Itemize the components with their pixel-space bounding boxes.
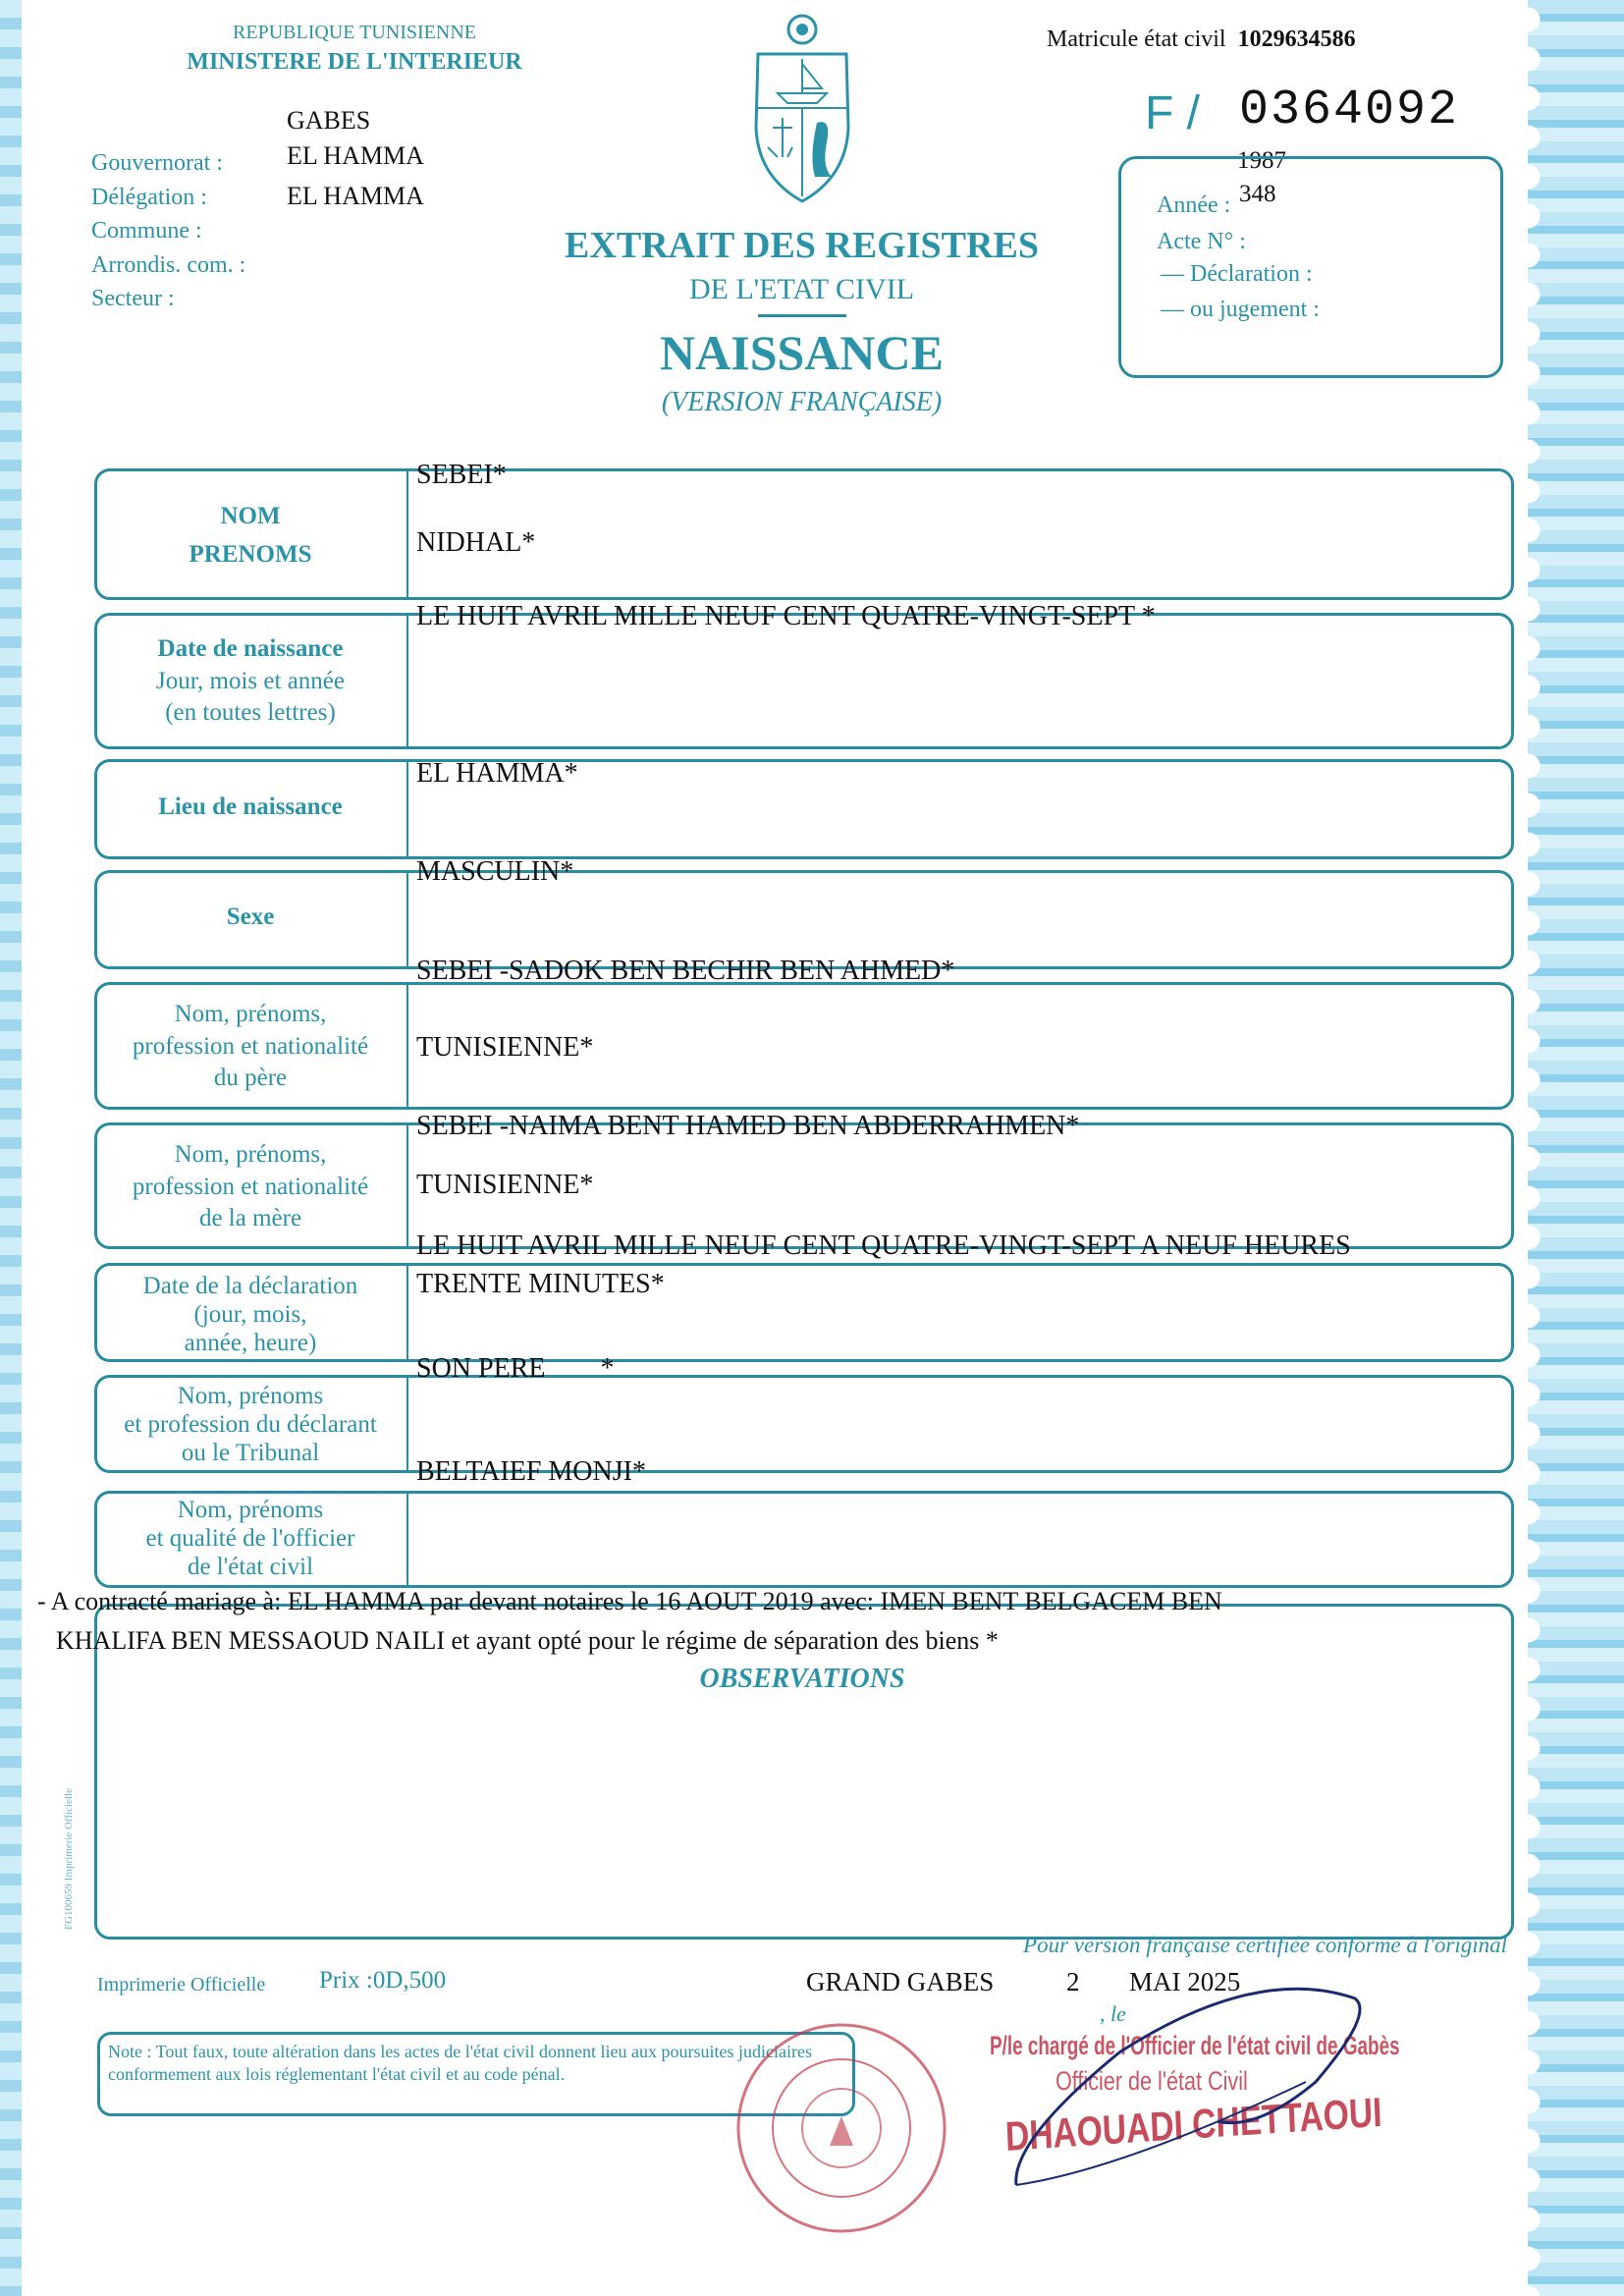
civil-status-stamp-icon	[731, 2018, 957, 2244]
annee-label: Année :	[1157, 192, 1231, 218]
title-divider	[758, 314, 846, 317]
officer-name-stamp: DHAOUADI CHETTAOUI	[1004, 2088, 1383, 2159]
value-birthplace: EL HAMMA*	[416, 758, 578, 789]
label-nom: NOM PRENOMS	[189, 503, 312, 568]
acte-label: Acte N° :	[1157, 229, 1246, 254]
annee-value: 1987	[1237, 147, 1286, 174]
stamp-line-2: Officier de l'état Civil	[1056, 2066, 1248, 2096]
certified-label: Pour version française certifiée conforme à l'original	[1023, 1933, 1507, 1957]
label-declaration-date: Date de la déclaration (jour, mois, année, heure)	[142, 1273, 358, 1356]
declaration-label: — Déclaration :	[1161, 261, 1313, 287]
value-mother-nationality: TUNISIENNE*	[416, 1170, 594, 1200]
delegation-value: EL HAMMA	[287, 182, 424, 210]
acte-number-value: 348	[1239, 181, 1276, 207]
matricule	[1047, 27, 1356, 53]
gouvernorat-value: EL HAMMA	[287, 141, 424, 170]
title-naissance: NAISSANCE	[660, 325, 944, 380]
stamp-line-1: P/le chargé de l'Officier de l'état civil de Gabès	[990, 2031, 1400, 2060]
title-version: (VERSION FRANÇAISE)	[661, 387, 943, 417]
value-father-name: SEBEI -SADOK BEN BECHIR BEN AHMED*	[416, 956, 955, 986]
serial-number: 0364092	[1239, 82, 1460, 138]
observations-label: OBSERVATIONS	[699, 1664, 905, 1694]
republic-label: REPUBLIQUE TUNISIENNE	[233, 22, 476, 43]
label-officer: Nom, prénoms et qualité de l'officier de l'état civil	[145, 1497, 355, 1580]
observation-line-2: KHALIFA BEN MESSAOUD NAILI et ayant opté pour le régime de séparation des biens *	[56, 1626, 999, 1655]
jugement-label: — ou jugement :	[1161, 297, 1320, 322]
value-father-nationality: TUNISIENNE*	[416, 1032, 594, 1063]
delegation-label: Délégation :	[91, 185, 207, 210]
ministry-label: MINISTERE DE L'INTERIEUR	[187, 49, 522, 75]
value-birthdate: LE HUIT AVRIL MILLE NEUF CENT QUATRE-VINGT-SEPT *	[416, 601, 1156, 631]
serial-prefix: F /	[1145, 87, 1200, 139]
price-label: Prix :0D,500	[319, 1967, 447, 1994]
printer-label: Imprimerie Officielle	[97, 1974, 266, 1995]
secteur-label: Secteur :	[91, 286, 175, 311]
value-officer: BELTAIEF MONJI*	[416, 1456, 646, 1487]
arrondissement-label: Arrondis. com. :	[91, 252, 246, 278]
matricule-label: Matricule état civil	[1047, 27, 1226, 52]
title-etat-civil: DE L'ETAT CIVIL	[688, 273, 915, 305]
observation-line-1: - A contracté mariage à: EL HAMMA par devant notaires le 16 AOUT 2019 avec: IMEN BENT BELGACEM BEN	[37, 1587, 1222, 1615]
label-mother: Nom, prénoms, profession et nationalité de la mère	[132, 1141, 369, 1231]
label-sex: Sexe	[226, 903, 275, 930]
value-sex: MASCULIN*	[416, 856, 574, 887]
label-declarant: Nom, prénoms et profession du déclarant ou le Tribunal	[124, 1383, 377, 1466]
left-border-pattern	[0, 0, 22, 2296]
day-value: 2	[1066, 1967, 1080, 1996]
tunisia-coat-of-arms-icon	[738, 10, 866, 206]
label-birthdate: Date de naissance Jour, mois et année (en toutes lettres)	[155, 635, 345, 726]
gouvernorat-label: Gouvernorat :	[91, 150, 223, 176]
value-nom: SEBEI*	[416, 460, 507, 490]
commune-label: Commune :	[91, 218, 202, 244]
governorate-top-value: GABES	[287, 106, 371, 135]
label-father: Nom, prénoms, profession et nationalité du père	[132, 1001, 369, 1091]
month-year-value: MAI 2025	[1129, 1967, 1241, 1996]
place-value: GRAND GABES	[806, 1967, 995, 1996]
le-label: , le	[1100, 2001, 1126, 2026]
title-extrait: EXTRAIT DES REGISTRES	[565, 225, 1039, 266]
matricule-value: 1029634586	[1237, 27, 1356, 52]
value-declaration-date-2: TRENTE MINUTES*	[416, 1269, 665, 1299]
label-birthplace: Lieu de naissance	[158, 793, 343, 820]
value-declarant: SON PERE *	[416, 1353, 615, 1384]
right-border-pattern	[1528, 0, 1624, 2296]
side-print-label: FG100659 Imprimerie Officielle	[63, 1788, 75, 1930]
signature-icon	[1001, 1974, 1375, 2200]
value-mother-name: SEBEI -NAIMA BENT HAMED BEN ABDERRAHMEN*	[416, 1111, 1080, 1141]
value-declaration-date-1: LE HUIT AVRIL MILLE NEUF CENT QUATRE-VINGT-SEPT A NEUF HEURES	[416, 1230, 1351, 1261]
value-prenoms: NIDHAL*	[416, 527, 536, 558]
legal-note: Note : Tout faux, toute altération dans les actes de l'état civil donnent lieu aux poursuites judiciaires conformement aux lois réglementant l'état civil et au code pénal.	[97, 2032, 855, 2116]
